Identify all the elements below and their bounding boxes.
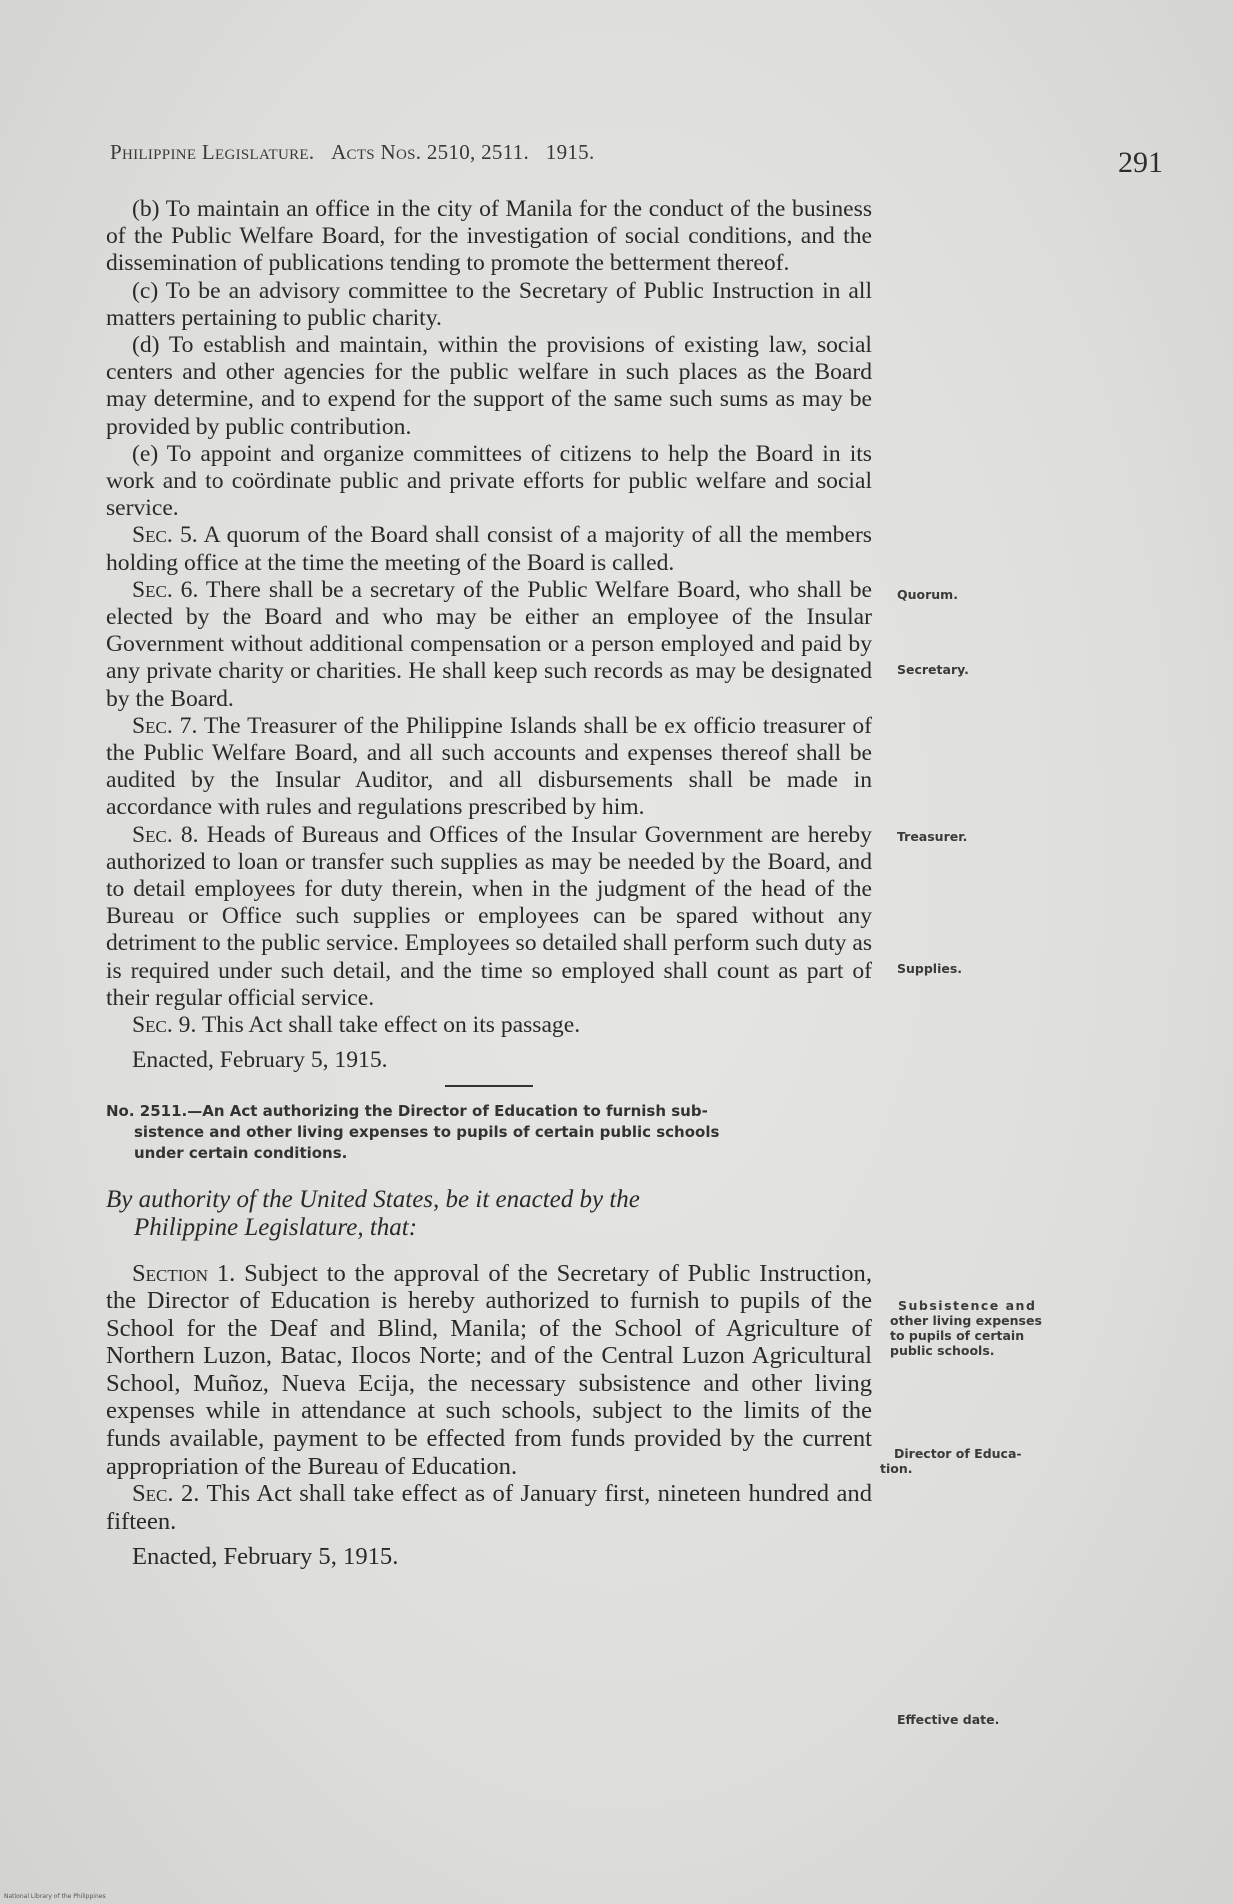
section-7-label: Sec. 7. bbox=[132, 712, 198, 739]
section-7 bbox=[106, 713, 872, 822]
sidenote-quorum: Quorum. bbox=[897, 587, 958, 602]
enacting-clause bbox=[106, 1186, 872, 1242]
section-9-text: This Act shall take effect on its passage. bbox=[201, 1012, 581, 1039]
section-6-text: There shall be a secretary of the Public Welfare Board, who shall be elected by the Board and who may be either an employee of the Insular Government without additional compensation or a person employed and paid by any private charity or charities. He shall keep such records as may be designated by the Board. bbox=[106, 576, 872, 712]
header-year: 1915. bbox=[545, 140, 595, 164]
section-8-text: Heads of Bureaus and Offices of the Insular Government are hereby authorized to loan or transfer such supplies as may be needed by the Board, and to detail employees for duty therein, when in the judgment of the head of the Bureau or Office such supplies or employees can be spared without any detriment to the public service. Employees so detailed shall perform such duty as is required under such detail, and the time so employed shall count as part of their regular official service. bbox=[106, 821, 872, 1011]
section-8-label: Sec. 8. bbox=[132, 821, 199, 848]
act-2511-title bbox=[106, 1101, 872, 1164]
act-2511-section-1-text: Subject to the approval of the Secretary of Public Instruction, the Director of Education is hereby authorized to furnish to pupils of the School for the Deaf and Blind, Manila; of the School of Agriculture of Northern Luzon, Batac, Ilocos Norte; and of the Central Luzon Agricultural School, Muñoz, Nueva Ecija, the necessary subsistence and other living expenses while in attendance at such schools, subject to the limits of the funds available, payment to be effected from funds provided by the current appropriation of the Bureau of Education. bbox=[106, 1259, 872, 1480]
section-9-label: Sec. 9. bbox=[132, 1012, 197, 1039]
section-6 bbox=[106, 577, 872, 713]
section-5-label: Sec. 5. bbox=[132, 522, 198, 549]
act-2511-section-2 bbox=[106, 1480, 872, 1535]
spacer bbox=[106, 1039, 872, 1047]
sidenote-director bbox=[880, 1446, 1022, 1476]
act-title-line-1: No. 2511.—An Act authorizing the Director of Education to furnish sub- bbox=[106, 1101, 708, 1120]
section-5 bbox=[106, 522, 872, 576]
header-acts: Acts Nos. 2510, 2511. bbox=[331, 140, 530, 164]
sidenote-subsistence-line-1: Subsistence and bbox=[898, 1298, 1037, 1313]
footer-credit: National Library of the Philippines bbox=[4, 1893, 106, 1900]
sidenote-subsistence bbox=[890, 1298, 1042, 1358]
section-5-text: A quorum of the Board shall consist of a majority of all the members holding office at the time the meeting of the Board is called. bbox=[106, 522, 872, 576]
act-title-line-3: under certain conditions. bbox=[134, 1143, 348, 1162]
body-text bbox=[106, 196, 872, 1571]
enacted-date-2: Enacted, February 5, 1915. bbox=[132, 1543, 399, 1571]
spacer bbox=[106, 1535, 872, 1543]
act-title-line-2: sistence and other living expenses to pupils of certain public schools bbox=[134, 1122, 720, 1141]
sidenote-subsistence-line-3: to pupils of certain bbox=[890, 1328, 1025, 1343]
section-divider bbox=[445, 1085, 533, 1087]
section-6-label: Sec. 6. bbox=[132, 576, 199, 603]
paragraph-d: (d) To establish and maintain, within the provisions of existing law, social centers and other agencies for the public welfare in such places as the Board may determine, and to expend for the support of the same such sums as may be provided by public contribution. bbox=[106, 332, 872, 440]
header-title: Philippine Legislature. bbox=[110, 140, 315, 164]
paragraph-c: (c) To be an advisory committee to the Secretary of Public Instruction in all matters pertaining to public charity. bbox=[106, 277, 872, 331]
act-2511-section-2-label: Sec. 2. bbox=[132, 1480, 200, 1508]
section-7-text: The Treasurer of the Philippine Islands shall be ex officio treasurer of the Public Welfare Board, and all such accounts and expenses thereof shall be audited by the Insular Auditor, and all disbursements shall be made in accordance with rules and regulations prescribed by him. bbox=[106, 712, 872, 821]
act-2511-section-1-label: Section 1. bbox=[132, 1259, 236, 1287]
section-9 bbox=[106, 1012, 872, 1039]
enacted-date-1: Enacted, February 5, 1915. bbox=[132, 1047, 388, 1074]
sidenote-secretary: Secretary. bbox=[897, 662, 969, 677]
act-2511-section-1 bbox=[106, 1260, 872, 1481]
sidenote-supplies: Supplies. bbox=[897, 961, 963, 976]
running-header bbox=[110, 140, 870, 165]
paragraph-e: (e) To appoint and organize committees of citizens to help the Board in its work and to coördinate public and private efforts for public welfare and social service. bbox=[106, 440, 872, 522]
enacting-line-2: Philippine Legislature, that: bbox=[134, 1213, 418, 1241]
section-8 bbox=[106, 822, 872, 1012]
page-number: 291 bbox=[1118, 146, 1163, 179]
act-2511-section-2-text: This Act shall take effect as of January first, nineteen hundred and fifteen. bbox=[106, 1480, 872, 1535]
sidenote-director-line-1: Director of Educa- bbox=[894, 1446, 1022, 1461]
sidenote-treasurer: Treasurer. bbox=[897, 829, 968, 844]
sidenote-subsistence-line-2: other living expenses bbox=[890, 1313, 1042, 1328]
sidenote-effective-date: Effective date. bbox=[897, 1712, 1000, 1727]
enacting-line-1: By authority of the United States, be it enacted by the bbox=[106, 1185, 640, 1213]
sidenote-director-line-2: tion. bbox=[880, 1461, 913, 1476]
paragraph-b: (b) To maintain an office in the city of Manila for the conduct of the business of the Public Welfare Board, for the investigation of social conditions, and the dissemination of publications tending to promote the betterment thereof. bbox=[106, 196, 872, 277]
sidenote-subsistence-line-4: public schools. bbox=[890, 1343, 995, 1358]
